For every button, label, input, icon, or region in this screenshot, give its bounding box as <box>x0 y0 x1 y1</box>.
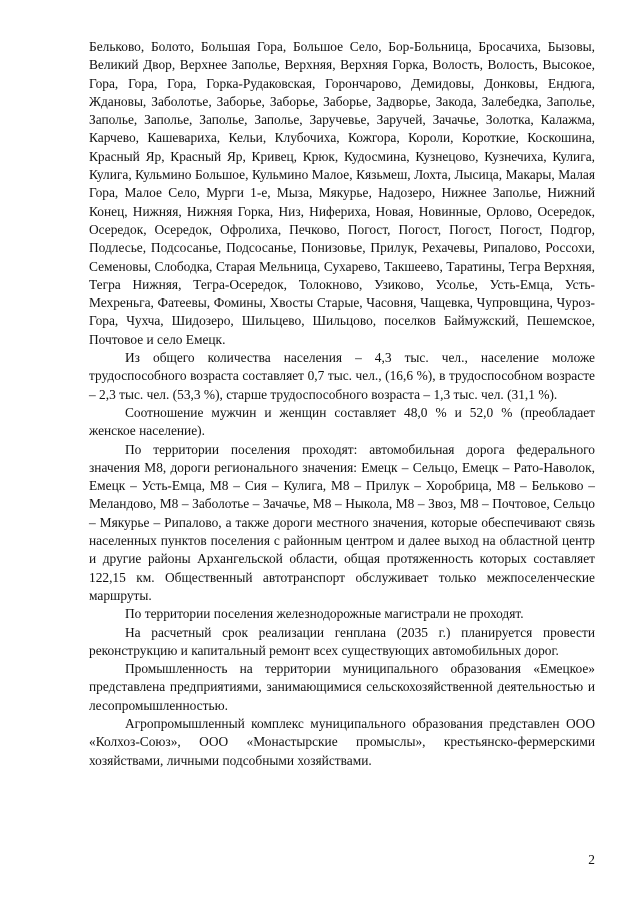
gender-ratio-paragraph: Соотношение мужчин и женщин составляет 48,0 % и 52,0 % (преобладает женское население). <box>89 404 595 439</box>
industry-paragraph: Промышленность на территории муниципального образования «Емецкое» представлена предприятиями, занимающимися сельскохозяйственной деятельностью и лесопромышленностью. <box>89 661 595 713</box>
road-plan-paragraph: На расчетный срок реализации генплана (2035 г.) планируется провести реконструкцию и капитальный ремонт всех существующих автомобильных дорог. <box>89 624 595 658</box>
agriculture-paragraph: Агропромышленный комплекс муниципального образования представлен ООО «Колхоз-Союз», ООО «Монастырские промыслы», крестьянско-фермерскими хозяйствами, личными подсобными хозяйствами. <box>89 715 595 768</box>
population-paragraph: Из общего количества населения – 4,3 тыс. чел., население моложе трудоспособного возраста составляет 0,7 тыс. чел., (16,6 %), в трудоспособном возрасте – 2,3 тыс. чел. (53,3 %), старше трудоспособного возраста – 1,3 тыс. чел. (31,1 %). <box>89 350 595 402</box>
railway-paragraph: По территории поселения железнодорожные магистрали не проходят. <box>125 606 524 622</box>
document-page <box>89 38 595 770</box>
page-number: 2 <box>588 852 595 867</box>
roads-paragraph: По территории поселения проходят: автомобильная дорога федерального значения М8, дороги регионального значения: Емецк – Сельцо, Емецк – Рато-Наволок, Емецк – Усть-Емца, М8 – Сия – Кулига, М8 – Прилук – Хоробрица, М8 – Бельково – Меландово, М8 – Заболотье – Зачачье, М8 – Ныкола, М8 – Звоз, М8 – Почтовое, Сельцо – Мякурье – Рипалово, а также дороги местного значения, которые обеспечивают связь населенных пунктов поселения с районным центром и далее выход на областной центр и другие районы Архангельской области, общая протяженность которых составляет 122,15 км. Общественный автотранспорт обслуживает только межпоселенческие маршруты. <box>89 441 595 603</box>
settlements-list-paragraph: Бельково, Болото, Большая Гора, Большое Село, Бор-Больница, Бросачиха, Бызовы, Великий Двор, Верхнее Заполье, Верхняя, Верхняя Горка, Волость, Волость, Высокое, Гора, Гора, Гора, Горка-Рудаковская, Горончарово, Демидовы, Донковы, Ендюга, Ждановы, Заболотье, Заборье, Заборье, Заборье, Задворье, Закода, Залебедка, Заполье, Заполье, Заполье, Заполье, Заполье, Заручевье, Заручей, Зачачье, Золотка, Калажма, Карчево, Кашевариха, Кельи, Клубочиха, Кожгора, Короли, Короткие, Коскошина, Красный Яр, Красный Яр, Кривец, Крюк, Кудосмина, Кузнецово, Кузнечиха, Кулига, Кулига, Кульмино Большое, Кульмино Малое, Кязьмеш, Лохта, Лысица, Макары, Малая Гора, Малое Село, Мурги 1-е, Мыза, Мякурье, Надозеро, Нижнее Заполье, Нижний Конец, Нижняя, Нижняя Горка, Низ, Нифериха, Новая, Новинные, Орлово, Осередок, Осередок, Осередок, Офролиха, Печково, Погост, Погост, Погост, Погост, Подгор, Подлесье, Подсосанье, Подсосанье, Понизовье, Прилук, Рехачевы, Рипалово, Россохи, Семеновы, Слободка, Старая Мельница, Сухарево, Такшеево, Таратины, Тегра Верхняя, Тегра Нижняя, Тегра-Осередок, Толокново, Узиково, Усолье, Усть-Емца, Усть-Мехреньга, Фатеевы, Фомины, Хвосты Старые, Часовня, Чащевка, Чупровщина, Чуроз-Гора, Чухча, Шидозеро, Шильцево, Шильцово, поселков Баймужский, Пешемское, Почтовое и село Емецк. <box>89 39 595 347</box>
